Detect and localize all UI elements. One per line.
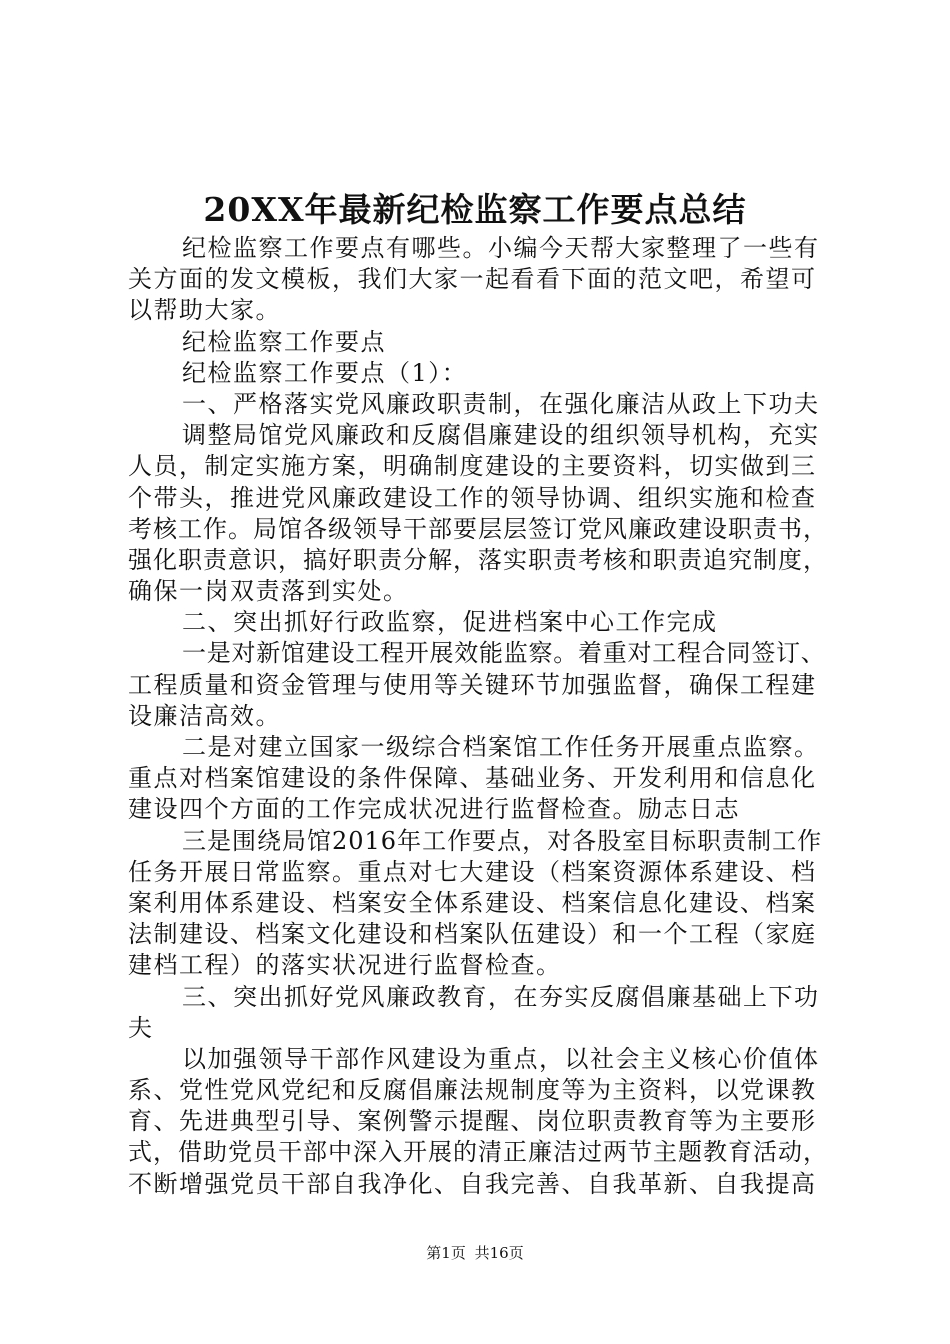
text-line: 个带头，推进党风廉政建设工作的领导协调、组织实施和检查 (128, 483, 817, 512)
text-line: 式，借助党员干部中深入开展的清正廉洁过两节主题教育活动， (128, 1138, 828, 1167)
text-line: 以帮助大家。 (128, 296, 281, 325)
text-line: 纪检监察工作要点 (182, 327, 386, 356)
text-line: 人员，制定实施方案，明确制度建设的主要资料，切实做到三 (128, 452, 817, 481)
text-line: 重点对档案馆建设的条件保障、基础业务、开发利用和信息化 (128, 764, 817, 793)
text-line: 确保一岗双责落到实处。 (128, 577, 409, 606)
text-line: 任务开展日常监察。重点对七大建设（档案资源体系建设、档 (128, 857, 817, 886)
text-line: 建档工程）的落实状况进行监督检查。 (128, 951, 562, 980)
text-line: 系、党性党风党纪和反腐倡廉法规制度等为主资料，以党课教 (128, 1076, 817, 1105)
text-line: 关方面的发文模板，我们大家一起看看下面的范文吧，希望可 (128, 265, 817, 294)
document-body (128, 233, 828, 1200)
text-line: 强化职责意识，搞好职责分解，落实职责考核和职责追究制度， (128, 545, 828, 574)
text-line: 一、严格落实党风廉政职责制，在强化廉洁从政上下功夫 (182, 389, 820, 418)
text-line: 法制建设、档案文化建设和档案队伍建设）和一个工程（家庭 (128, 920, 817, 949)
text-line: 纪检监察工作要点有哪些。小编今天帮大家整理了一些有 (182, 234, 820, 262)
text-line: 育、先进典型引导、案例警示提醒、岗位职责教育等为主要形 (128, 1107, 817, 1136)
text-line: 建设四个方面的工作完成状况进行监督检查。励志日志 (128, 795, 740, 824)
document-title: 20XX年最新纪检监察工作要点总结 (203, 190, 747, 229)
text-line: 调整局馆党风廉政和反腐倡廉建设的组织领导机构，充实 (182, 421, 820, 450)
text-line: 案利用体系建设、档案安全体系建设、档案信息化建设、档案 (128, 888, 817, 917)
text-line: 不断增强党员干部自我净化、自我完善、自我革新、自我提高 (128, 1169, 817, 1198)
text-line: 二是对建立国家一级综合档案馆工作任务开展重点监察。 (182, 733, 820, 761)
text-line: 夫 (128, 1013, 154, 1042)
text-line: 一是对新馆建设工程开展效能监察。着重对工程合同签订、 (182, 639, 826, 668)
text-line: 二、突出抓好行政监察，促进档案中心工作完成 (182, 608, 718, 637)
text-line: 设廉洁高效。 (128, 701, 281, 730)
text-line: 三、突出抓好党风廉政教育，在夯实反腐倡廉基础上下功 (182, 982, 820, 1011)
text-line: 纪检监察工作要点（1）： (182, 358, 468, 387)
page-number: 第1页 (426, 1244, 466, 1262)
text-line: 以加强领导干部作风建设为重点，以社会主义核心价值体 (182, 1044, 820, 1073)
text-line: 考核工作。局馆各级领导干部要层层签订党风廉政建设职责书， (128, 514, 828, 543)
text-line: 三是围绕局馆2016年工作要点，对各股室目标职责制工作 (182, 826, 823, 855)
page-footer (0, 1243, 950, 1263)
text-line: 工程质量和资金管理与使用等关键环节加强监督，确保工程建 (128, 670, 817, 699)
page-total: 共16页 (474, 1244, 524, 1262)
